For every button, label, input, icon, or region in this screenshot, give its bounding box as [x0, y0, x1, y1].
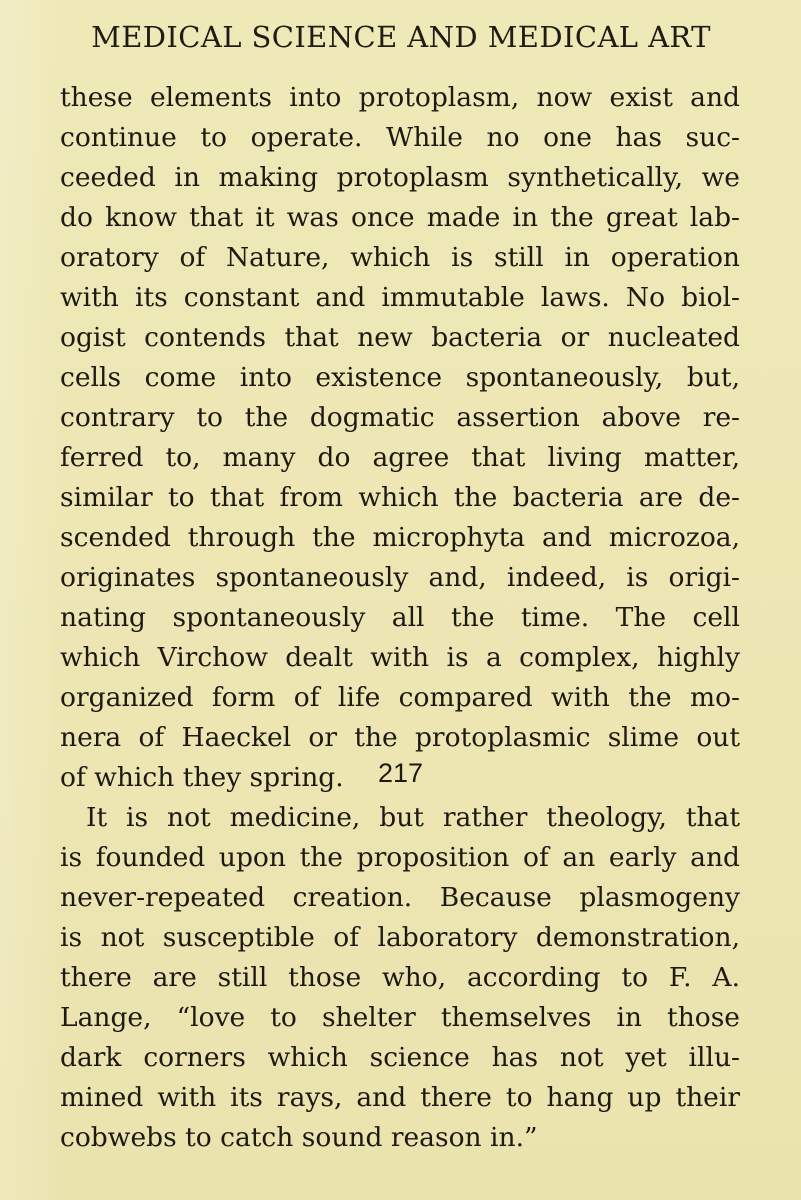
- text-line: similar to that from which the bacteria are de-: [60, 482, 740, 513]
- text-line: nera of Haeckel or the protoplasmic slime out: [60, 722, 740, 753]
- text-line: scended through the microphyta and microzoa,: [60, 522, 740, 553]
- page-number: 217: [377, 758, 424, 788]
- text-line: which Virchow dealt with is a complex, highly: [60, 642, 740, 673]
- text-line: Lange, “love to shelter themselves in those: [60, 1002, 740, 1033]
- text-line: originates spontaneously and, indeed, is origi-: [60, 562, 740, 593]
- body-text: [60, 78, 740, 1158]
- text-line: ceeded in making protoplasm synthetically, we: [60, 162, 740, 193]
- text-line: mined with its rays, and there to hang up their: [60, 1082, 740, 1113]
- text-line: organized form of life compared with the mo-: [60, 682, 740, 713]
- text-line: do know that it was once made in the great lab-: [60, 202, 740, 233]
- text-line: ferred to, many do agree that living matter,: [60, 442, 740, 473]
- text-line: dark corners which science has not yet illu-: [60, 1042, 740, 1073]
- text-line: is not susceptible of laboratory demonstration,: [60, 922, 740, 953]
- text-line: continue to operate. While no one has suc-: [60, 122, 740, 153]
- text-line: there are still those who, according to F. A.: [60, 962, 740, 993]
- running-head: MEDICAL SCIENCE AND MEDICAL ART: [91, 20, 711, 54]
- text-line: It is not medicine, but rather theology, that: [86, 802, 740, 833]
- text-line: cobwebs to catch sound reason in.”: [60, 1122, 538, 1153]
- text-line: these elements into protoplasm, now exist and: [60, 82, 740, 113]
- text-line: of which they spring.: [60, 762, 344, 793]
- text-line: oratory of Nature, which is still in operation: [60, 242, 740, 273]
- text-line: with its constant and immutable laws. No biol-: [60, 282, 740, 313]
- paragraph-1: [60, 78, 740, 798]
- text-line: never-repeated creation. Because plasmogeny: [60, 882, 740, 913]
- text-line: cells come into existence spontaneously, but,: [60, 362, 740, 393]
- text-line: nating spontaneously all the time. The cell: [60, 602, 740, 633]
- text-line: is founded upon the proposition of an early and: [60, 842, 740, 873]
- paragraph-2: [60, 798, 740, 1158]
- text-line: ogist contends that new bacteria or nucleated: [60, 322, 740, 353]
- text-line: contrary to the dogmatic assertion above re-: [60, 402, 740, 433]
